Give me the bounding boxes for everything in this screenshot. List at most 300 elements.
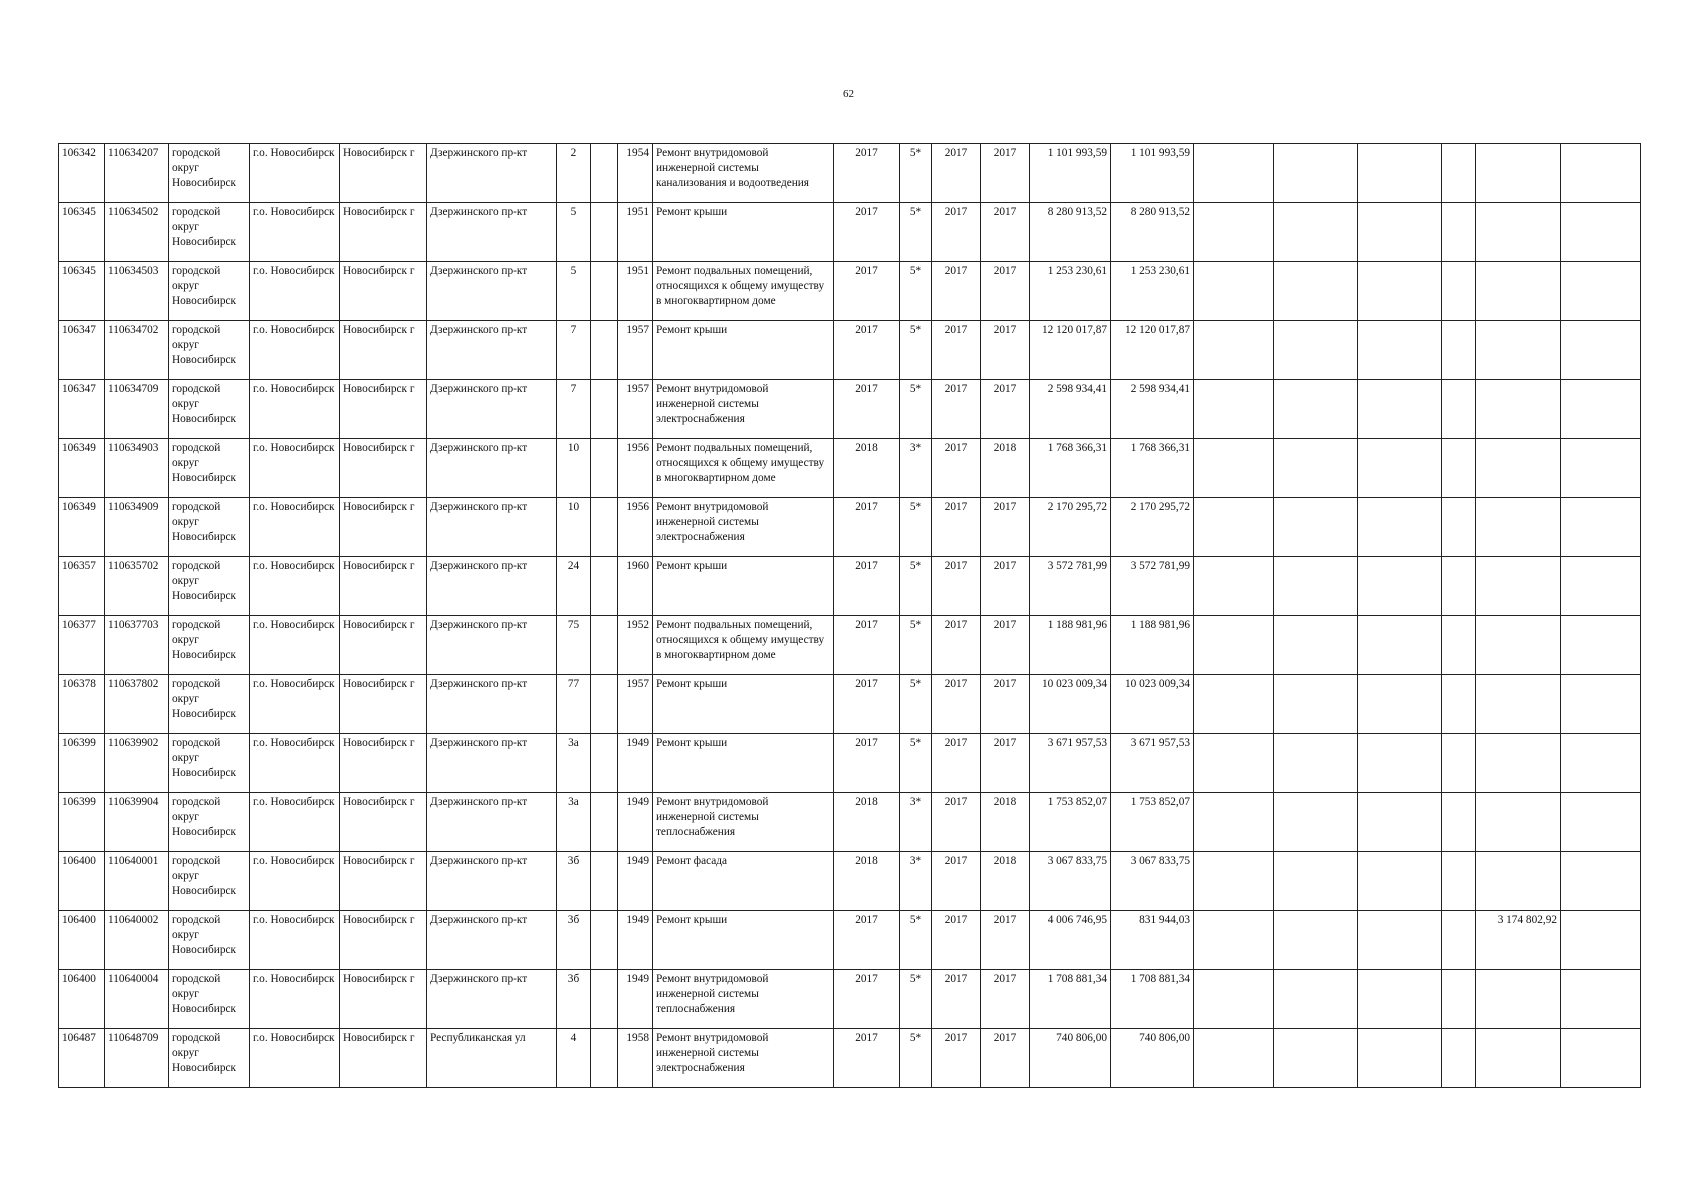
empty-cell (1561, 262, 1641, 321)
year-built-cell: 1949 (618, 970, 653, 1029)
work-type-cell: Ремонт фасада (653, 852, 834, 911)
fund-cost-cell: 831 944,03 (1111, 911, 1194, 970)
building-cell (591, 557, 618, 616)
table-row (59, 1029, 1641, 1088)
year-built-cell: 1956 (618, 498, 653, 557)
total-cost-cell: 4 006 746,95 (1030, 911, 1111, 970)
year-built-cell: 1951 (618, 262, 653, 321)
street-cell: Дзержинского пр-кт (427, 262, 557, 321)
work-type-cell: Ремонт внутридомовой инженерной системы канализования и водоотведения (653, 144, 834, 203)
empty-cell (1442, 262, 1476, 321)
total-cost-cell: 3 067 833,75 (1030, 852, 1111, 911)
municipality-cell: городской округ Новосибирск (169, 911, 250, 970)
work-code-cell: 110634503 (105, 262, 169, 321)
empty-cell (1442, 675, 1476, 734)
municipality-cell: городской округ Новосибирск (169, 616, 250, 675)
building-cell (591, 793, 618, 852)
start-year-cell: 2017 (932, 203, 981, 262)
empty-cell (1274, 498, 1358, 557)
empty-cell (1442, 911, 1476, 970)
work-code-cell: 110635702 (105, 557, 169, 616)
empty-cell (1274, 675, 1358, 734)
object-id-cell: 106399 (59, 793, 105, 852)
district-cell: г.о. Новосибирск (250, 1029, 340, 1088)
empty-cell (1358, 439, 1442, 498)
work-code-cell: 110640002 (105, 911, 169, 970)
plan-year-cell: 2018 (834, 439, 900, 498)
work-code-cell: 110637802 (105, 675, 169, 734)
fund-cost-cell: 3 572 781,99 (1111, 557, 1194, 616)
empty-cell (1194, 970, 1274, 1029)
city-cell: Новосибирск г (340, 203, 427, 262)
empty-cell (1442, 852, 1476, 911)
total-cost-cell: 1 753 852,07 (1030, 793, 1111, 852)
priority-cell: 5* (900, 970, 932, 1029)
city-cell: Новосибирск г (340, 144, 427, 203)
empty-cell (1442, 970, 1476, 1029)
work-type-cell: Ремонт внутридомовой инженерной системы электроснабжения (653, 498, 834, 557)
other-source-cost-cell (1476, 380, 1561, 439)
plan-year-cell: 2017 (834, 557, 900, 616)
empty-cell (1274, 557, 1358, 616)
year-built-cell: 1957 (618, 675, 653, 734)
total-cost-cell: 12 120 017,87 (1030, 321, 1111, 380)
municipality-cell: городской округ Новосибирск (169, 793, 250, 852)
end-year-cell: 2018 (981, 439, 1030, 498)
page-number: 62 (843, 88, 854, 100)
house-number-cell: 75 (557, 616, 591, 675)
table-row (59, 439, 1641, 498)
fund-cost-cell: 1 188 981,96 (1111, 616, 1194, 675)
street-cell: Дзержинского пр-кт (427, 203, 557, 262)
empty-cell (1358, 380, 1442, 439)
object-id-cell: 106349 (59, 439, 105, 498)
end-year-cell: 2017 (981, 616, 1030, 675)
end-year-cell: 2017 (981, 380, 1030, 439)
other-source-cost-cell (1476, 970, 1561, 1029)
house-number-cell: 10 (557, 439, 591, 498)
table-row (59, 675, 1641, 734)
end-year-cell: 2017 (981, 203, 1030, 262)
year-built-cell: 1949 (618, 911, 653, 970)
end-year-cell: 2017 (981, 321, 1030, 380)
fund-cost-cell: 12 120 017,87 (1111, 321, 1194, 380)
city-cell: Новосибирск г (340, 557, 427, 616)
empty-cell (1194, 852, 1274, 911)
object-id-cell: 106345 (59, 203, 105, 262)
empty-cell (1194, 1029, 1274, 1088)
house-number-cell: 5 (557, 262, 591, 321)
empty-cell (1358, 793, 1442, 852)
work-type-cell: Ремонт крыши (653, 911, 834, 970)
district-cell: г.о. Новосибирск (250, 557, 340, 616)
district-cell: г.о. Новосибирск (250, 380, 340, 439)
house-number-cell: 3а (557, 793, 591, 852)
total-cost-cell: 2 598 934,41 (1030, 380, 1111, 439)
municipality-cell: городской округ Новосибирск (169, 970, 250, 1029)
priority-cell: 5* (900, 734, 932, 793)
district-cell: г.о. Новосибирск (250, 911, 340, 970)
work-type-cell: Ремонт крыши (653, 675, 834, 734)
year-built-cell: 1954 (618, 144, 653, 203)
work-code-cell: 110634903 (105, 439, 169, 498)
priority-cell: 5* (900, 203, 932, 262)
city-cell: Новосибирск г (340, 852, 427, 911)
city-cell: Новосибирск г (340, 793, 427, 852)
other-source-cost-cell (1476, 557, 1561, 616)
table-row (59, 911, 1641, 970)
end-year-cell: 2017 (981, 970, 1030, 1029)
start-year-cell: 2017 (932, 970, 981, 1029)
plan-year-cell: 2017 (834, 675, 900, 734)
work-type-cell: Ремонт внутридомовой инженерной системы электроснабжения (653, 380, 834, 439)
empty-cell (1442, 321, 1476, 380)
street-cell: Дзержинского пр-кт (427, 498, 557, 557)
object-id-cell: 106347 (59, 321, 105, 380)
total-cost-cell: 1 708 881,34 (1030, 970, 1111, 1029)
street-cell: Дзержинского пр-кт (427, 852, 557, 911)
total-cost-cell: 2 170 295,72 (1030, 498, 1111, 557)
municipality-cell: городской округ Новосибирск (169, 262, 250, 321)
fund-cost-cell: 10 023 009,34 (1111, 675, 1194, 734)
house-number-cell: 3б (557, 970, 591, 1029)
building-cell (591, 203, 618, 262)
work-code-cell: 110634709 (105, 380, 169, 439)
city-cell: Новосибирск г (340, 498, 427, 557)
other-source-cost-cell (1476, 321, 1561, 380)
other-source-cost-cell: 3 174 802,92 (1476, 911, 1561, 970)
priority-cell: 5* (900, 498, 932, 557)
start-year-cell: 2017 (932, 734, 981, 793)
building-cell (591, 616, 618, 675)
empty-cell (1274, 911, 1358, 970)
priority-cell: 5* (900, 675, 932, 734)
street-cell: Дзержинского пр-кт (427, 439, 557, 498)
empty-cell (1358, 970, 1442, 1029)
total-cost-cell: 1 768 366,31 (1030, 439, 1111, 498)
municipality-cell: городской округ Новосибирск (169, 852, 250, 911)
empty-cell (1442, 380, 1476, 439)
plan-year-cell: 2017 (834, 1029, 900, 1088)
priority-cell: 5* (900, 380, 932, 439)
object-id-cell: 106378 (59, 675, 105, 734)
priority-cell: 3* (900, 852, 932, 911)
capital-repair-register-table (58, 143, 1641, 1088)
start-year-cell: 2017 (932, 321, 981, 380)
work-type-cell: Ремонт крыши (653, 557, 834, 616)
plan-year-cell: 2017 (834, 498, 900, 557)
empty-cell (1442, 557, 1476, 616)
start-year-cell: 2017 (932, 1029, 981, 1088)
house-number-cell: 24 (557, 557, 591, 616)
building-cell (591, 852, 618, 911)
table-row (59, 203, 1641, 262)
empty-cell (1358, 1029, 1442, 1088)
total-cost-cell: 1 101 993,59 (1030, 144, 1111, 203)
plan-year-cell: 2017 (834, 616, 900, 675)
empty-cell (1274, 144, 1358, 203)
city-cell: Новосибирск г (340, 616, 427, 675)
work-code-cell: 110634502 (105, 203, 169, 262)
priority-cell: 5* (900, 616, 932, 675)
empty-cell (1358, 616, 1442, 675)
end-year-cell: 2017 (981, 734, 1030, 793)
house-number-cell: 3а (557, 734, 591, 793)
empty-cell (1194, 321, 1274, 380)
work-type-cell: Ремонт крыши (653, 734, 834, 793)
empty-cell (1274, 616, 1358, 675)
other-source-cost-cell (1476, 439, 1561, 498)
empty-cell (1358, 911, 1442, 970)
end-year-cell: 2018 (981, 793, 1030, 852)
end-year-cell: 2017 (981, 911, 1030, 970)
other-source-cost-cell (1476, 852, 1561, 911)
building-cell (591, 675, 618, 734)
total-cost-cell: 3 671 957,53 (1030, 734, 1111, 793)
empty-cell (1358, 262, 1442, 321)
empty-cell (1561, 852, 1641, 911)
plan-year-cell: 2018 (834, 793, 900, 852)
building-cell (591, 380, 618, 439)
empty-cell (1442, 498, 1476, 557)
priority-cell: 3* (900, 439, 932, 498)
total-cost-cell: 1 188 981,96 (1030, 616, 1111, 675)
work-code-cell: 110648709 (105, 1029, 169, 1088)
work-type-cell: Ремонт внутридомовой инженерной системы теплоснабжения (653, 793, 834, 852)
empty-cell (1358, 734, 1442, 793)
start-year-cell: 2017 (932, 793, 981, 852)
empty-cell (1194, 144, 1274, 203)
work-type-cell: Ремонт внутридомовой инженерной системы электроснабжения (653, 1029, 834, 1088)
municipality-cell: городской округ Новосибирск (169, 380, 250, 439)
plan-year-cell: 2017 (834, 203, 900, 262)
empty-cell (1358, 557, 1442, 616)
empty-cell (1194, 203, 1274, 262)
plan-year-cell: 2017 (834, 262, 900, 321)
object-id-cell: 106400 (59, 911, 105, 970)
empty-cell (1561, 498, 1641, 557)
empty-cell (1561, 675, 1641, 734)
empty-cell (1194, 498, 1274, 557)
house-number-cell: 2 (557, 144, 591, 203)
house-number-cell: 7 (557, 380, 591, 439)
work-code-cell: 110634207 (105, 144, 169, 203)
empty-cell (1442, 1029, 1476, 1088)
empty-cell (1274, 203, 1358, 262)
start-year-cell: 2017 (932, 616, 981, 675)
table-row (59, 734, 1641, 793)
year-built-cell: 1951 (618, 203, 653, 262)
empty-cell (1442, 616, 1476, 675)
fund-cost-cell: 740 806,00 (1111, 1029, 1194, 1088)
table-row (59, 144, 1641, 203)
table-row (59, 970, 1641, 1029)
priority-cell: 5* (900, 911, 932, 970)
municipality-cell: городской округ Новосибирск (169, 144, 250, 203)
street-cell: Дзержинского пр-кт (427, 380, 557, 439)
house-number-cell: 7 (557, 321, 591, 380)
year-built-cell: 1960 (618, 557, 653, 616)
other-source-cost-cell (1476, 498, 1561, 557)
work-code-cell: 110637703 (105, 616, 169, 675)
table-row (59, 321, 1641, 380)
district-cell: г.о. Новосибирск (250, 675, 340, 734)
plan-year-cell: 2018 (834, 852, 900, 911)
empty-cell (1442, 203, 1476, 262)
start-year-cell: 2017 (932, 380, 981, 439)
object-id-cell: 106377 (59, 616, 105, 675)
fund-cost-cell: 2 598 934,41 (1111, 380, 1194, 439)
fund-cost-cell: 8 280 913,52 (1111, 203, 1194, 262)
empty-cell (1358, 675, 1442, 734)
end-year-cell: 2017 (981, 675, 1030, 734)
municipality-cell: городской округ Новосибирск (169, 498, 250, 557)
priority-cell: 5* (900, 321, 932, 380)
table-body (59, 144, 1641, 1088)
other-source-cost-cell (1476, 793, 1561, 852)
end-year-cell: 2017 (981, 1029, 1030, 1088)
total-cost-cell: 8 280 913,52 (1030, 203, 1111, 262)
total-cost-cell: 740 806,00 (1030, 1029, 1111, 1088)
district-cell: г.о. Новосибирск (250, 203, 340, 262)
object-id-cell: 106347 (59, 380, 105, 439)
house-number-cell: 5 (557, 203, 591, 262)
work-code-cell: 110634909 (105, 498, 169, 557)
municipality-cell: городской округ Новосибирск (169, 439, 250, 498)
empty-cell (1194, 911, 1274, 970)
house-number-cell: 3б (557, 852, 591, 911)
city-cell: Новосибирск г (340, 1029, 427, 1088)
object-id-cell: 106399 (59, 734, 105, 793)
priority-cell: 5* (900, 557, 932, 616)
empty-cell (1358, 144, 1442, 203)
empty-cell (1561, 557, 1641, 616)
building-cell (591, 734, 618, 793)
empty-cell (1274, 1029, 1358, 1088)
fund-cost-cell: 1 768 366,31 (1111, 439, 1194, 498)
year-built-cell: 1949 (618, 852, 653, 911)
start-year-cell: 2017 (932, 675, 981, 734)
empty-cell (1274, 321, 1358, 380)
work-code-cell: 110639904 (105, 793, 169, 852)
city-cell: Новосибирск г (340, 439, 427, 498)
work-type-cell: Ремонт крыши (653, 321, 834, 380)
empty-cell (1194, 616, 1274, 675)
object-id-cell: 106357 (59, 557, 105, 616)
district-cell: г.о. Новосибирск (250, 734, 340, 793)
other-source-cost-cell (1476, 1029, 1561, 1088)
start-year-cell: 2017 (932, 498, 981, 557)
empty-cell (1561, 734, 1641, 793)
work-type-cell: Ремонт внутридомовой инженерной системы теплоснабжения (653, 970, 834, 1029)
fund-cost-cell: 3 671 957,53 (1111, 734, 1194, 793)
work-type-cell: Ремонт подвальных помещений, относящихся к общему имуществу в многоквартирном доме (653, 616, 834, 675)
building-cell (591, 144, 618, 203)
start-year-cell: 2017 (932, 262, 981, 321)
priority-cell: 3* (900, 793, 932, 852)
empty-cell (1194, 439, 1274, 498)
empty-cell (1358, 498, 1442, 557)
empty-cell (1561, 439, 1641, 498)
total-cost-cell: 10 023 009,34 (1030, 675, 1111, 734)
empty-cell (1561, 203, 1641, 262)
start-year-cell: 2017 (932, 439, 981, 498)
start-year-cell: 2017 (932, 144, 981, 203)
empty-cell (1561, 380, 1641, 439)
district-cell: г.о. Новосибирск (250, 439, 340, 498)
building-cell (591, 439, 618, 498)
start-year-cell: 2017 (932, 852, 981, 911)
city-cell: Новосибирск г (340, 734, 427, 793)
empty-cell (1194, 262, 1274, 321)
work-code-cell: 110640001 (105, 852, 169, 911)
work-code-cell: 110639902 (105, 734, 169, 793)
street-cell: Дзержинского пр-кт (427, 616, 557, 675)
municipality-cell: городской округ Новосибирск (169, 321, 250, 380)
city-cell: Новосибирск г (340, 380, 427, 439)
table-row (59, 557, 1641, 616)
empty-cell (1194, 793, 1274, 852)
empty-cell (1561, 793, 1641, 852)
city-cell: Новосибирск г (340, 911, 427, 970)
building-cell (591, 262, 618, 321)
city-cell: Новосибирск г (340, 262, 427, 321)
district-cell: г.о. Новосибирск (250, 262, 340, 321)
empty-cell (1561, 616, 1641, 675)
municipality-cell: городской округ Новосибирск (169, 675, 250, 734)
plan-year-cell: 2017 (834, 380, 900, 439)
empty-cell (1561, 911, 1641, 970)
object-id-cell: 106487 (59, 1029, 105, 1088)
district-cell: г.о. Новосибирск (250, 970, 340, 1029)
fund-cost-cell: 1 253 230,61 (1111, 262, 1194, 321)
table-row (59, 262, 1641, 321)
work-code-cell: 110640004 (105, 970, 169, 1029)
table-row (59, 793, 1641, 852)
district-cell: г.о. Новосибирск (250, 321, 340, 380)
municipality-cell: городской округ Новосибирск (169, 734, 250, 793)
building-cell (591, 498, 618, 557)
plan-year-cell: 2017 (834, 734, 900, 793)
street-cell: Дзержинского пр-кт (427, 321, 557, 380)
building-cell (591, 911, 618, 970)
work-code-cell: 110634702 (105, 321, 169, 380)
other-source-cost-cell (1476, 203, 1561, 262)
total-cost-cell: 3 572 781,99 (1030, 557, 1111, 616)
other-source-cost-cell (1476, 734, 1561, 793)
table-row (59, 616, 1641, 675)
end-year-cell: 2018 (981, 852, 1030, 911)
other-source-cost-cell (1476, 675, 1561, 734)
work-type-cell: Ремонт подвальных помещений, относящихся к общему имуществу в многоквартирном доме (653, 262, 834, 321)
object-id-cell: 106342 (59, 144, 105, 203)
priority-cell: 5* (900, 1029, 932, 1088)
year-built-cell: 1958 (618, 1029, 653, 1088)
city-cell: Новосибирск г (340, 970, 427, 1029)
empty-cell (1358, 852, 1442, 911)
start-year-cell: 2017 (932, 557, 981, 616)
empty-cell (1274, 262, 1358, 321)
empty-cell (1442, 793, 1476, 852)
plan-year-cell: 2017 (834, 970, 900, 1029)
year-built-cell: 1957 (618, 321, 653, 380)
district-cell: г.о. Новосибирск (250, 498, 340, 557)
other-source-cost-cell (1476, 144, 1561, 203)
end-year-cell: 2017 (981, 557, 1030, 616)
street-cell: Дзержинского пр-кт (427, 970, 557, 1029)
empty-cell (1274, 970, 1358, 1029)
street-cell: Дзержинского пр-кт (427, 675, 557, 734)
